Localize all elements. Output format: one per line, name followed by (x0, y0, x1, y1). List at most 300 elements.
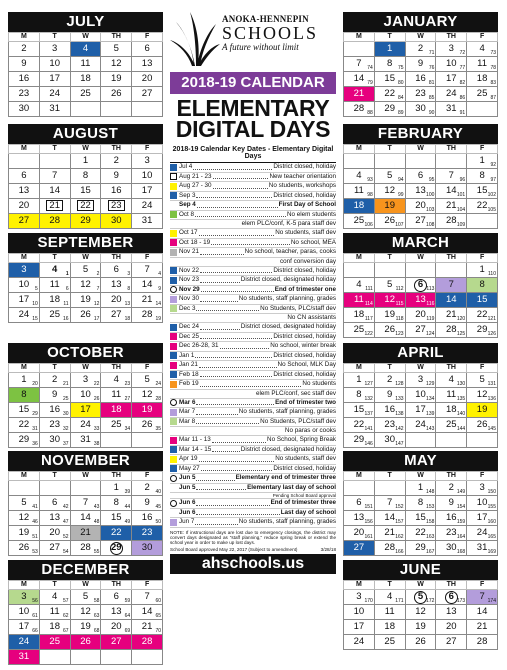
weekday-label: T (374, 364, 405, 373)
day-number: 3 (82, 374, 89, 385)
school-day-count: 85 (428, 95, 435, 101)
school-day-count: 68 (93, 628, 100, 634)
school-day-count: 57 (63, 598, 69, 604)
day-cell (467, 418, 498, 433)
day-cell (374, 373, 405, 388)
key-date-row (170, 352, 336, 362)
day-cell (132, 496, 163, 511)
day-cell (70, 526, 101, 541)
color-swatch-icon (170, 183, 177, 190)
day-cell (344, 496, 375, 511)
weekday-label: F (467, 364, 498, 373)
center-panel (170, 8, 336, 574)
day-cell (101, 590, 132, 605)
school-day-count: 44 (124, 504, 131, 510)
month-grid (343, 471, 498, 556)
day-cell (467, 541, 498, 556)
school-day-count: 166 (395, 549, 404, 555)
weekday-label: T (39, 581, 70, 590)
leader-dots (196, 306, 259, 311)
school-day-count: 100 (426, 192, 435, 198)
day-cell (436, 481, 467, 496)
day-cell (405, 154, 436, 169)
leader-dots (196, 485, 246, 490)
website-link[interactable]: ahschools.us (170, 554, 336, 574)
day-number: 15 (353, 404, 365, 415)
weekday-label: T (39, 254, 70, 263)
day-cell (374, 635, 405, 650)
day-number: 3 (144, 155, 150, 166)
day-number: 3 (356, 591, 362, 602)
school-day-count: 74 (367, 65, 373, 71)
color-swatch-icon (170, 475, 177, 482)
day-number: 16 (49, 404, 60, 415)
key-date: Sep 4 (179, 201, 196, 208)
day-cell (70, 388, 101, 403)
key-date: Jun 7 (179, 518, 195, 525)
leader-dots (201, 466, 273, 471)
day-cell (39, 635, 70, 650)
day-cell (374, 433, 405, 448)
day-number: 30 (415, 103, 426, 114)
day-cell (39, 199, 70, 214)
day-cell (132, 154, 163, 169)
day-cell (9, 293, 40, 308)
day-number: 3 (21, 591, 27, 602)
day-cell (405, 57, 436, 72)
day-cell (39, 308, 70, 323)
day-number: 8 (82, 170, 89, 181)
key-date-row (170, 267, 336, 277)
day-cell (467, 481, 498, 496)
key-description: District closed, holiday (273, 464, 336, 472)
school-day-count: 81 (428, 80, 435, 86)
day-cell (9, 481, 40, 496)
day-number: 12 (18, 512, 30, 523)
weekday-label: T (374, 33, 405, 42)
school-day-count: 169 (487, 549, 496, 555)
school-day-count: 49 (124, 519, 131, 525)
day-cell (9, 605, 40, 620)
day-number: 12 (111, 58, 122, 69)
day-cell (101, 511, 132, 526)
day-cell (132, 418, 163, 433)
day-cell (101, 72, 132, 87)
month-september (8, 233, 163, 323)
school-day-count: 26 (93, 396, 100, 402)
day-number: 9 (52, 389, 58, 400)
school-day-count: 53 (32, 549, 38, 555)
day-number: 26 (80, 636, 91, 647)
day-number: 14 (353, 73, 365, 84)
day-number: 5 (21, 497, 27, 508)
school-day-count: 91 (459, 110, 466, 116)
weekday-label: T (374, 581, 405, 590)
day-number: 12 (476, 389, 488, 400)
weekday-label: W (70, 581, 101, 590)
day-cell (405, 72, 436, 87)
day-cell (101, 418, 132, 433)
day-cell (467, 169, 498, 184)
day-number: 23 (415, 88, 426, 99)
school-day-count: 101 (456, 192, 466, 198)
day-number: 28 (80, 542, 91, 553)
day-number: 9 (448, 497, 454, 508)
key-date: Jul 4 (179, 163, 193, 170)
key-description: No students (302, 380, 336, 387)
day-number: 7 (356, 58, 362, 69)
day-cell (405, 635, 436, 650)
day-number: 21 (353, 88, 365, 99)
day-number: 17 (80, 404, 91, 415)
day-cell (405, 590, 436, 605)
day-number: 2 (21, 43, 27, 54)
leader-dots (195, 353, 272, 358)
month-grid (8, 253, 163, 323)
weekday-label: W (405, 581, 436, 590)
school-day-count: 165 (487, 534, 496, 540)
day-number: 2 (417, 43, 424, 54)
day-number: 7 (448, 279, 454, 290)
day-number: 31 (141, 215, 153, 226)
day-number: 25 (353, 324, 365, 335)
weekday-label: W (70, 364, 101, 373)
color-swatch-icon (170, 500, 177, 507)
day-number: 20 (111, 621, 122, 632)
day-cell (405, 87, 436, 102)
day-number: 20 (111, 294, 122, 305)
day-number: 4 (113, 374, 119, 385)
school-day-count: 132 (364, 396, 373, 402)
day-number: 10 (415, 389, 426, 400)
school-day-count: 83 (490, 80, 496, 86)
school-day-count: 42 (63, 504, 69, 510)
day-number: 6 (414, 279, 427, 292)
color-swatch-icon (170, 249, 177, 256)
day-cell (467, 263, 498, 278)
day-cell (132, 511, 163, 526)
day-number: 25 (111, 419, 122, 430)
day-number: 24 (49, 88, 60, 99)
day-cell (70, 87, 101, 102)
day-cell (101, 373, 132, 388)
day-cell (405, 403, 436, 418)
day-number: 11 (353, 185, 364, 196)
day-number: 1 (479, 155, 485, 166)
day-cell (467, 184, 498, 199)
weekday-label: W (70, 145, 101, 154)
day-number: 10 (80, 389, 91, 400)
day-number: 31 (49, 103, 60, 114)
day-number: 1 (82, 155, 89, 166)
day-cell (132, 72, 163, 87)
school-day-count: 141 (364, 426, 373, 432)
school-day-count: 54 (63, 549, 69, 555)
day-cell (436, 590, 467, 605)
day-number: 22 (384, 88, 395, 99)
day-cell (39, 263, 70, 278)
day-number: 25 (446, 419, 457, 430)
day-cell (39, 590, 70, 605)
day-number: 13 (141, 58, 153, 69)
leader-dots (200, 250, 244, 255)
day-number: 21 (46, 200, 63, 211)
weekday-label: M (9, 254, 40, 263)
key-date: Aug 21 - 23 (179, 172, 212, 180)
day-cell (405, 293, 436, 308)
day-cell (374, 403, 405, 418)
day-cell (344, 102, 375, 117)
school-day-count: 137 (364, 411, 373, 417)
day-cell (70, 199, 101, 214)
day-number: 10 (446, 58, 457, 69)
day-number: 8 (356, 389, 362, 400)
day-number: 23 (18, 88, 30, 99)
day-cell (101, 620, 132, 635)
school-day-count: 22 (93, 381, 100, 387)
day-cell (374, 154, 405, 169)
school-day-count: 168 (456, 549, 466, 555)
day-number: 18 (111, 404, 122, 415)
key-description: No school, winter break (270, 342, 336, 349)
school-day-count: 104 (456, 207, 466, 213)
day-number: 17 (18, 621, 30, 632)
day-cell (405, 199, 436, 214)
key-description: No students, staff planning, grades (238, 295, 336, 302)
day-cell (344, 635, 375, 650)
day-number: 25 (49, 636, 60, 647)
day-number: 28 (476, 636, 488, 647)
day-number: 19 (384, 309, 395, 320)
day-number: 30 (111, 215, 122, 226)
day-cell (101, 541, 132, 556)
leader-dots (212, 447, 240, 452)
key-date: Jun 5 (179, 474, 196, 481)
school-day-count: 88 (367, 110, 373, 116)
day-cell (374, 388, 405, 403)
school-day-count: 23 (124, 381, 131, 387)
day-cell (39, 102, 70, 117)
key-dates-list (170, 163, 336, 528)
school-day-count: 48 (93, 519, 100, 525)
day-number: 6 (113, 264, 119, 275)
day-cell (436, 526, 467, 541)
day-number: 20 (18, 200, 30, 211)
day-cell (101, 635, 132, 650)
month-grid (8, 471, 163, 556)
month-june (343, 560, 498, 650)
day-cell (132, 433, 163, 448)
month-april (343, 343, 498, 448)
day-number: 4 (479, 43, 485, 54)
day-cell (70, 373, 101, 388)
day-cell (374, 42, 405, 57)
school-day-count: 106 (364, 222, 373, 228)
color-swatch-icon (170, 211, 177, 218)
day-cell (344, 511, 375, 526)
key-description-continued: elem PLC/conf, K-5 para staff dev (170, 220, 336, 229)
school-day-count: 123 (395, 331, 404, 337)
day-cell (467, 635, 498, 650)
day-cell (9, 388, 40, 403)
day-cell (344, 308, 375, 323)
school-day-count: 86 (459, 95, 466, 101)
key-date: Nov 21 (179, 248, 199, 255)
day-cell (70, 635, 101, 650)
school-day-count: 122 (364, 331, 373, 337)
day-number: 4 (448, 374, 454, 385)
day-cell (39, 605, 70, 620)
school-day-count: 9 (158, 286, 161, 292)
school-day-count: 152 (395, 504, 404, 510)
day-cell (39, 293, 70, 308)
school-day-count: 25 (63, 396, 69, 402)
school-day-count: 66 (32, 628, 38, 634)
school-day-count: 157 (395, 519, 404, 525)
school-day-count: 5 (35, 286, 38, 292)
key-date-row (170, 465, 336, 475)
day-cell (374, 496, 405, 511)
day-number: 15 (111, 512, 122, 523)
day-number: 21 (476, 621, 488, 632)
day-number: 18 (49, 294, 60, 305)
day-number: 29 (80, 215, 91, 226)
leader-dots (195, 212, 286, 217)
school-day-count: 37 (63, 441, 69, 447)
day-cell (9, 154, 40, 169)
weekday-label: W (70, 472, 101, 481)
key-description-continued: No paras or cooks (170, 427, 336, 436)
school-day-count: 1 (65, 271, 69, 277)
color-swatch-icon (170, 277, 177, 284)
day-cell (467, 72, 498, 87)
day-number: 26 (476, 419, 488, 430)
day-number: 27 (111, 309, 122, 320)
day-cell (467, 511, 498, 526)
day-number: 12 (80, 606, 91, 617)
color-swatch-icon (170, 324, 177, 331)
day-cell (39, 278, 70, 293)
day-number: 5 (113, 43, 119, 54)
weekday-label: T (374, 472, 405, 481)
day-number: 3 (479, 482, 485, 493)
month-grid (343, 580, 498, 650)
school-day-count: 150 (487, 489, 496, 495)
color-swatch-icon (170, 239, 177, 246)
month-december (8, 560, 163, 665)
day-cell (344, 481, 375, 496)
school-day-count: 76 (428, 65, 435, 71)
day-number: 18 (384, 621, 395, 632)
day-number: 16 (415, 73, 426, 84)
day-cell (132, 605, 163, 620)
month-title: JUNE (343, 560, 498, 580)
day-number: 30 (18, 103, 30, 114)
leader-dots (201, 287, 274, 292)
day-cell (344, 605, 375, 620)
month-october (8, 343, 163, 448)
day-number: 9 (387, 389, 393, 400)
color-swatch-icon (170, 465, 177, 472)
month-november (8, 451, 163, 556)
school-day-count: 173 (456, 598, 466, 604)
key-date: Dec 24 (179, 323, 199, 330)
day-cell (467, 323, 498, 338)
day-cell (405, 481, 436, 496)
weekday-label: T (374, 145, 405, 154)
day-cell (39, 169, 70, 184)
school-day-count: 45 (155, 504, 161, 510)
color-swatch-icon (170, 286, 177, 293)
school-day-count: 2 (96, 271, 100, 277)
day-cell (132, 481, 163, 496)
day-number: 8 (113, 497, 119, 508)
color-swatch-icon (170, 456, 177, 463)
day-cell (436, 605, 467, 620)
month-grid (8, 363, 163, 448)
day-cell (101, 102, 132, 117)
day-cell (405, 263, 436, 278)
day-number: 22 (77, 200, 94, 211)
school-day-count: 93 (367, 177, 373, 183)
day-cell (132, 263, 163, 278)
day-number: 7 (144, 264, 150, 275)
school-day-count: 89 (398, 110, 404, 116)
day-number: 19 (80, 621, 91, 632)
day-number: 22 (476, 309, 488, 320)
key-date-row (170, 446, 336, 456)
color-swatch-icon (170, 509, 177, 516)
school-day-count: 59 (124, 598, 131, 604)
school-day-count: 116 (426, 301, 435, 307)
school-day-count: 67 (63, 628, 69, 634)
day-number: 23 (384, 419, 395, 430)
day-number: 18 (476, 73, 488, 84)
day-number: 1 (387, 43, 393, 54)
month-title: MARCH (343, 233, 498, 253)
day-number: 17 (476, 512, 488, 523)
school-day-count: 31 (32, 426, 38, 432)
school-day-count: 97 (490, 177, 496, 183)
day-number: 7 (387, 497, 393, 508)
day-number: 10 (49, 58, 60, 69)
day-number: 4 (52, 264, 58, 275)
day-number: 15 (384, 73, 395, 84)
school-day-count: 134 (426, 396, 435, 402)
day-number: 17 (18, 294, 30, 305)
day-number: 21 (80, 527, 91, 538)
key-date-row (170, 484, 336, 494)
day-number: 31 (446, 103, 457, 114)
day-cell (405, 373, 436, 388)
weekday-label: TH (101, 145, 132, 154)
key-description: No students, staff planning, grades (238, 408, 336, 415)
day-number: 22 (415, 527, 426, 538)
day-number: 5 (479, 374, 485, 385)
day-number: 10 (18, 606, 30, 617)
day-cell (70, 496, 101, 511)
key-date-row (170, 436, 336, 446)
day-cell (467, 42, 498, 57)
day-number: 1 (417, 482, 424, 493)
day-number: 15 (18, 404, 30, 415)
day-number: 19 (111, 73, 122, 84)
key-date-row (170, 509, 336, 519)
day-number: 20 (446, 621, 457, 632)
school-day-count: 36 (32, 441, 38, 447)
day-cell (9, 590, 40, 605)
school-day-count: 4 (158, 271, 161, 277)
